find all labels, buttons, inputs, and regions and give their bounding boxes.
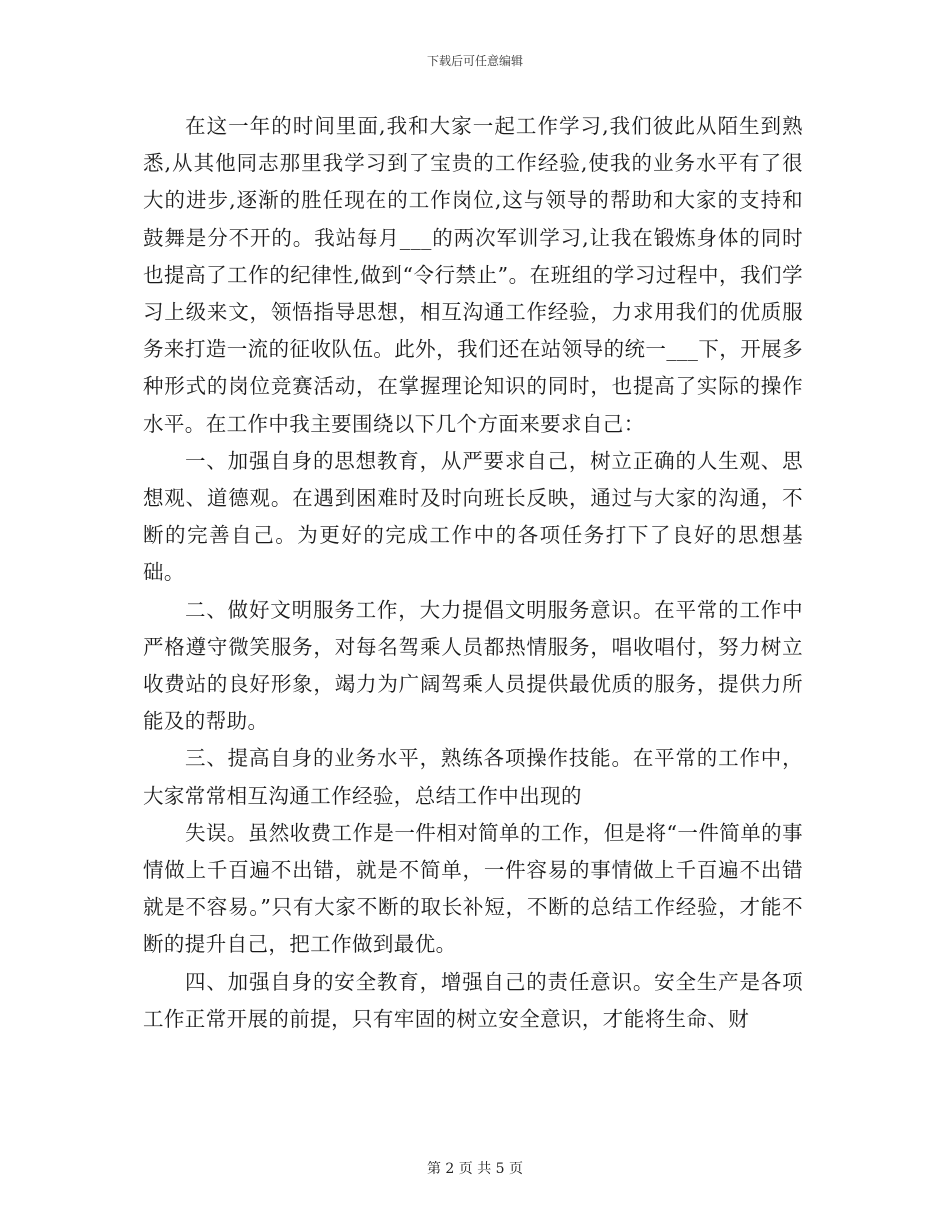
paragraph-point-3: 三、提高自身的业务水平，熟练各项操作技能。在平常的工作中，大家常常相互沟通工作经验，总结工作中出现的 (143, 746, 803, 808)
paragraph-point-4: 四、加强自身的安全教育，增强自己的责任意识。安全生产是各项工作正常开展的前提，只有牢固的树立安全意识，才能将生命、财 (143, 969, 803, 1031)
paragraph-point-1: 一、加强自身的思想教育，从严要求自己，树立正确的人生观、思想观、道德观。在遇到困难时及时向班长反映，通过与大家的沟通，不断的完善自己。为更好的完成工作中的各项任务打下了良好的思想基础。 (143, 448, 803, 585)
paragraph-point-2: 二、做好文明服务工作，大力提倡文明服务意识。在平常的工作中严格遵守微笑服务，对每名驾乘人员都热情服务，唱收唱付，努力树立收费站的良好形象，竭力为广阔驾乘人员提供最优质的服务，提供力所能及的帮助。 (143, 597, 803, 734)
page-number: 第 2 页 共 5 页 (426, 1161, 524, 1177)
document-body (143, 108, 803, 1038)
paragraph-intro: 在这一年的时间里面,我和大家一起工作学习,我们彼此从陌生到熟悉,从其他同志那里我学习到了宝贵的工作经验,使我的业务水平有了很大的进步,逐渐的胜任现在的工作岗位,这与领导的帮助和大家的支持和鼓舞是分不开的。我站每月___的两次军训学习,让我在锻炼身体的同时也提高了工作的纪律性,做到“令行禁止”。在班组的学习过程中，我们学习上级来文，领悟指导思想，相互沟通工作经验，力求用我们的优质服务来打造一流的征收队伍。此外，我们还在站领导的统一___下，开展多种形式的岗位竞赛活动，在掌握理论知识的同时，也提高了实际的操作水平。在工作中我主要围绕以下几个方面来要求自己： (143, 114, 803, 436)
page-header: 下载后可任意编辑 (426, 54, 523, 68)
paragraph-point-3-continued: 失误。虽然收费工作是一件相对简单的工作，但是将“一件简单的事情做上千百遍不出错，就是不简单，一件容易的事情做上千百遍不出错就是不容易。”只有大家不断的取长补短，不断的总结工作经验，才能不断的提升自己，把工作做到最优。 (143, 820, 803, 957)
